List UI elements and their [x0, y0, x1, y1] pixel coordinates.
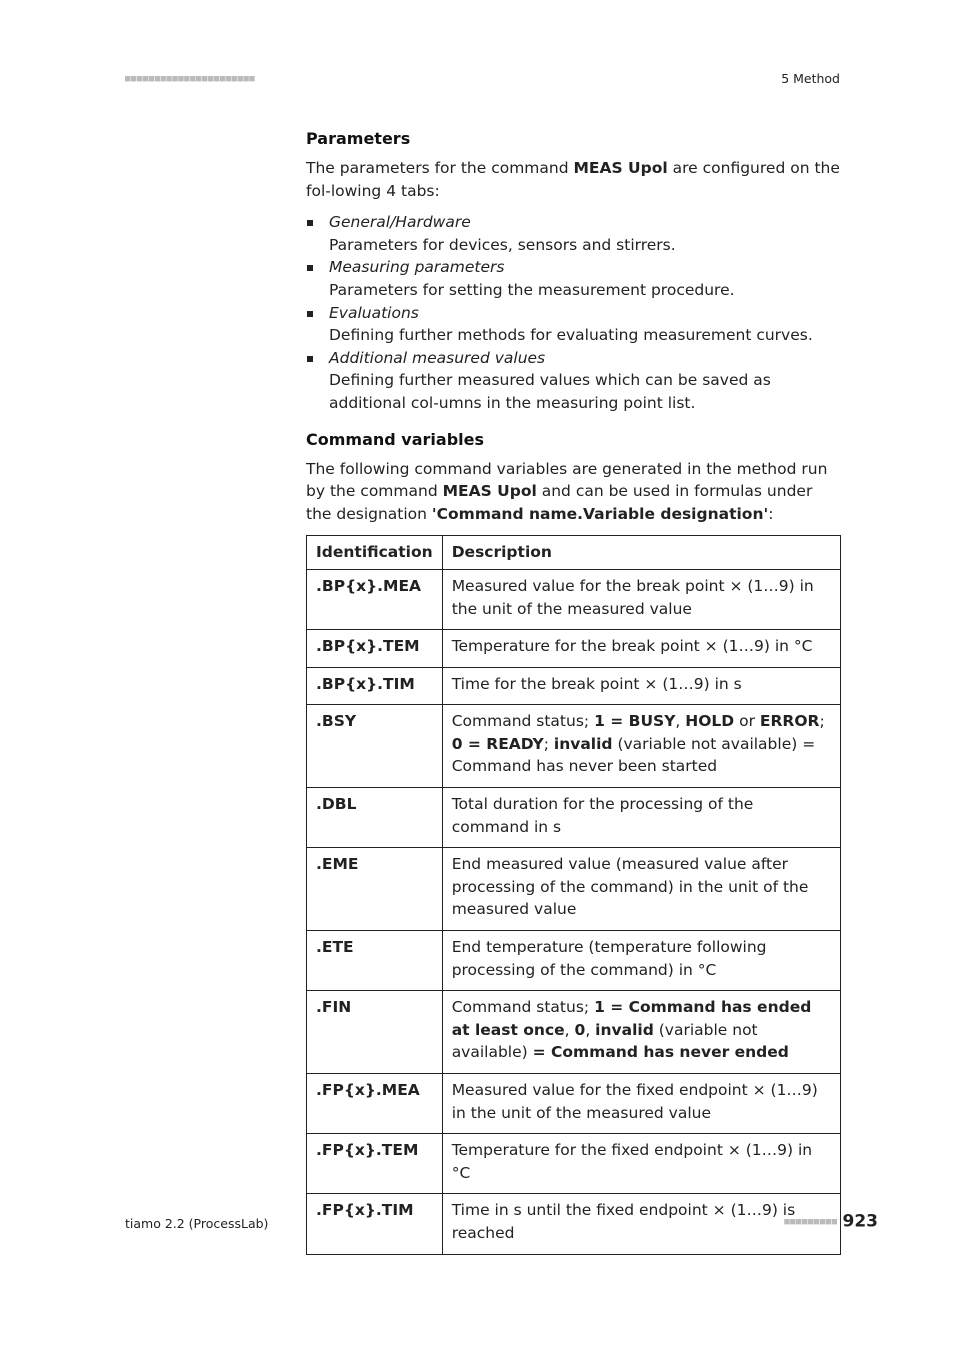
list-item	[306, 347, 840, 415]
table-row	[307, 991, 841, 1074]
parameters-intro: The parameters for the command MEAS Upol are configured on the fol-lowing 4 tabs:	[306, 159, 840, 200]
footer-page	[784, 1211, 878, 1232]
page-number: 923	[842, 1211, 878, 1232]
variable-description: Measured value for the fixed endpoint × (1…9) in the unit of the measured value	[442, 1074, 840, 1134]
variable-description: Command status; 1 = Command has ended at least once, 0, invalid (variable not available) = Command has never ended	[442, 991, 840, 1074]
designation-format: 'Command name.Variable designation'	[431, 504, 769, 523]
tab-description: Parameters for setting the measurement procedure.	[329, 280, 735, 299]
tab-description: Parameters for devices, sensors and stirrers.	[329, 235, 676, 254]
variable-description: Time for the break point × (1…9) in s	[442, 667, 840, 705]
variable-id: .BSY	[307, 705, 443, 788]
command-name: MEAS Upol	[442, 482, 537, 501]
variable-description: Temperature for the fixed endpoint × (1…9) in °C	[442, 1134, 840, 1194]
variable-id: .FIN	[307, 991, 443, 1074]
command-variables-heading: Command variables	[306, 429, 484, 449]
header-decoration: ■■■■■■■■■■■■■■■■■■■■■■	[125, 74, 256, 84]
variable-id: .FP{x}.TEM	[307, 1134, 443, 1194]
table-row	[307, 1134, 841, 1194]
tabs-list	[306, 211, 840, 414]
list-item	[306, 302, 840, 347]
table-row	[307, 667, 841, 705]
variable-description: End measured value (measured value after processing of the command) in the unit of the measured value	[442, 848, 840, 931]
footer-decoration: ■■■■■■■■■	[784, 1216, 838, 1227]
table-row	[307, 705, 841, 788]
table-row	[307, 630, 841, 668]
footer-product: tiamo 2.2 (ProcessLab)	[125, 1216, 269, 1231]
section-title: 5 Method	[781, 71, 840, 86]
tab-description: Defining further methods for evaluating measurement curves.	[329, 326, 813, 345]
variable-description: Total duration for the processing of the command in s	[442, 788, 840, 848]
table-header-row	[307, 536, 841, 570]
parameters-heading: Parameters	[306, 129, 411, 148]
tab-name: General/Hardware	[329, 213, 471, 232]
table-row	[307, 848, 841, 931]
command-name: MEAS Upol	[573, 159, 668, 177]
variable-description: Time in s until the fixed endpoint × (1…9) is reached	[442, 1194, 840, 1254]
table-row	[307, 1194, 841, 1254]
variable-id: .BP{x}.MEA	[307, 569, 443, 629]
table-row	[307, 569, 841, 629]
variable-description: Temperature for the break point × (1…9) in °C	[442, 630, 840, 668]
variable-description: Command status; 1 = BUSY, HOLD or ERROR; 0 = READY; invalid (variable not available) = Command has never been started	[442, 705, 840, 788]
variable-id: .DBL	[307, 788, 443, 848]
command-variables-intro: The following command variables are generated in the method run by the command MEAS Upol and can be used in formulas under the designation 'Command name.Variable designation':	[306, 459, 828, 523]
variable-id: .BP{x}.TIM	[307, 667, 443, 705]
column-header-identification: Identification	[307, 536, 443, 570]
variable-id: .ETE	[307, 931, 443, 991]
variable-description: Measured value for the break point × (1…9) in the unit of the measured value	[442, 569, 840, 629]
variable-id: .FP{x}.TIM	[307, 1194, 443, 1254]
list-item	[306, 256, 840, 301]
variable-id: .FP{x}.MEA	[307, 1074, 443, 1134]
list-item	[306, 211, 840, 256]
variable-id: .BP{x}.TEM	[307, 630, 443, 668]
variable-id: .EME	[307, 848, 443, 931]
table-row	[307, 931, 841, 991]
tab-description: Defining further measured values which can be saved as additional col-umns in the measuring point list.	[329, 371, 771, 412]
variable-description: End temperature (temperature following processing of the command) in °C	[442, 931, 840, 991]
table-row	[307, 788, 841, 848]
command-variables-table	[306, 535, 841, 1254]
page-content	[306, 128, 840, 1255]
tab-name: Measuring parameters	[329, 258, 505, 277]
column-header-description: Description	[442, 536, 840, 570]
table-row	[307, 1074, 841, 1134]
tab-name: Additional measured values	[329, 348, 546, 367]
tab-name: Evaluations	[329, 303, 419, 322]
